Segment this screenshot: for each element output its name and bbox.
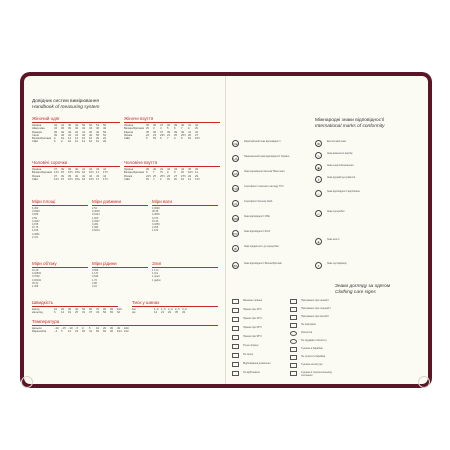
care-description: Сушіння в горизонтальному положенні: [301, 371, 332, 377]
care-description: Не прасувати: [301, 323, 317, 326]
do-not-dry-clean-icon: [290, 339, 297, 344]
wool-mark-icon: ∿: [315, 152, 322, 159]
care-description: Прасування при низькій t: [301, 299, 329, 302]
table-row: км/год 10 20 30 40 50 60 70 80 90 100: [32, 308, 122, 311]
list-item: 0,373: [152, 216, 159, 220]
care-description: Прасування при середній t: [301, 307, 331, 310]
list-item: 0,4536: [152, 213, 160, 217]
care-description: Машинне прання: [243, 299, 263, 302]
mark-description: Національний знак відповідності України: [244, 155, 290, 158]
recycle-icon: ♻: [232, 245, 239, 252]
care-description: Прання при 95°C: [243, 335, 262, 338]
washing-tub-icon: [232, 317, 239, 322]
table-row: миль/год 6 12 19 25 31 37 43 50 56 62: [32, 311, 121, 315]
gs-mark-icon: GS: [233, 172, 238, 176]
section-title-womens-clothing: Жіночий одяг: [32, 116, 60, 121]
mark-description: Сертифікат технічного нагляду TÜV: [244, 185, 284, 188]
mark-description: Знак відповідності Росії: [244, 230, 271, 233]
care-description: Ручне прання: [243, 344, 259, 347]
list-item: 35,31: [32, 281, 39, 285]
energy-mark-icon: ◉: [315, 164, 322, 171]
flat-dry-icon: [290, 371, 297, 376]
section-title-liquid: Міри рідини: [92, 261, 117, 266]
table-row: Велика Британія 2½ 3 4 5 6 7 8 8½: [124, 127, 199, 131]
list-item: 1,609: [92, 216, 99, 220]
list-item: 0,22: [92, 285, 97, 289]
weight-list: [152, 207, 160, 233]
vde-mark-icon: VDE: [233, 217, 240, 221]
table-row: Японія 24½ 25 25½ 26 27 27½ 28 29: [124, 174, 199, 178]
list-item: 2,471: [32, 235, 39, 239]
list-item: 1 gallon: [152, 278, 161, 282]
list-item: 28,35: [152, 210, 159, 214]
list-item: 1,308: [32, 285, 39, 289]
mark-description: Знак переробки: [327, 210, 345, 213]
section-title-tyre-pressure: Тиск у шинах: [132, 300, 160, 305]
iron-icon: [290, 315, 297, 320]
pct-mark-icon: PCT: [233, 232, 239, 236]
page-corner-left: [21, 376, 33, 388]
list-item: 0,836: [32, 213, 39, 217]
list-item: 2,205: [152, 226, 159, 230]
hand-wash-icon: [232, 344, 239, 349]
ul-mark-icon: UL: [233, 202, 238, 206]
environment-mark-icon: ⚘: [315, 176, 322, 183]
do-not-iron-icon: [290, 323, 297, 328]
mark-description: Сертифікат безпеки США: [244, 200, 273, 203]
ua-mark-icon: UA: [233, 157, 238, 161]
washing-tub-icon: [232, 308, 239, 313]
ce-mark-icon: CE: [233, 142, 238, 146]
list-item: 1 fl oz: [152, 269, 159, 272]
section-rule: [32, 306, 118, 307]
section-title-volume: Міри об'єму: [32, 261, 57, 266]
list-item: 16,39: [32, 269, 39, 272]
table-row: Україна 37 38 39 40 41 42 43 44: [32, 168, 107, 171]
list-item: 0,06102: [32, 278, 42, 282]
care-description: Не прати: [243, 353, 254, 356]
table-row: США 6 8 10 12 14 16 18 20: [32, 140, 107, 144]
mark-description: Знак вовняного виробу: [327, 152, 353, 155]
page-corner-right: [418, 376, 430, 388]
list-item: 0,4047: [32, 219, 40, 223]
iron-icon: [290, 299, 297, 304]
section-rule: [124, 166, 220, 167]
care-description: Відбілювання дозволено: [243, 362, 271, 365]
list-item: 3,281: [92, 223, 99, 227]
left-header-en: Handbook of measuring system: [32, 105, 100, 110]
section-rule: [32, 325, 218, 326]
mark-description: Знак відповідності Великобританії: [244, 262, 282, 265]
table-row: Україна 35 36 37 38 39 40 41 42: [124, 124, 199, 127]
table-row: Україна 42 44 46 48 50 52 54 56: [32, 124, 107, 127]
section-rule: [152, 267, 218, 268]
section-rule: [152, 205, 218, 206]
list-item: 1,76: [92, 278, 97, 282]
eco-mark-icon: ✿: [315, 140, 322, 147]
mark-description: Знак енергозбереження: [327, 164, 354, 167]
list-item: 1,196: [32, 229, 39, 233]
do-not-wash-icon: [232, 353, 239, 358]
section-title-mens-shoes: Чоловіче взуття: [124, 160, 158, 165]
table-row: psi 14 21 28 35 43: [132, 311, 186, 315]
section-title-area: Міри площі: [32, 199, 56, 204]
table-row: Велика Британія 6 7 7½ 8 9 9½ 10½ 11: [124, 171, 199, 175]
table-row: США 5 5½ 6 7 8 9 10 10½: [124, 137, 200, 141]
care-description: Хімчистка: [301, 331, 313, 334]
page-spine: [225, 76, 226, 384]
table-row: Японія 37 38 39 40 41 42 43 44: [32, 174, 107, 178]
table-row: Велика Британія 14½ 15 15½ 15¾ 16 16½ 17 17½: [32, 171, 108, 175]
mark-description: Знак відповідності виробника: [327, 190, 360, 193]
mens-shirts-table: [32, 168, 110, 181]
list-item: 0,0929: [32, 210, 40, 214]
certification-mark-icon: ✦: [315, 262, 322, 269]
liquid-list: [92, 269, 98, 288]
womens-shoes-table: [124, 124, 202, 140]
list-item: 0,155: [32, 223, 39, 227]
list-item: 10,76: [32, 226, 39, 230]
mark-description: Знак якості: [327, 238, 340, 241]
table-row: bar 1,0 1,5 2,0 2,5 3,0: [132, 308, 187, 311]
list-item: 0,0648: [152, 207, 160, 210]
list-item: 2,54: [92, 207, 97, 210]
care-description: Прання при 30°C: [243, 308, 262, 311]
quality-mark-icon: ◈: [315, 238, 322, 245]
area-list: [32, 207, 40, 239]
right-header-ua: Міжнародні знаки відповідності: [315, 118, 385, 123]
list-item: 1 quart: [152, 275, 160, 279]
table-row: Франція 36 38 40 42 44 46 48 50: [32, 130, 107, 134]
misc-list: [152, 269, 161, 282]
section-title-weight: Міри ваги: [152, 199, 173, 204]
list-item: 2,59: [32, 216, 37, 220]
temperature-table: [32, 327, 131, 334]
care-description: Сушіння в барабані: [301, 347, 323, 350]
care-title-ua: Знаки догляду за одягом: [335, 284, 391, 289]
list-item: 0,3861: [32, 232, 40, 236]
table-row: Цельсія -20 -15 -10 -5 0 5 10 20 30 40 100: [32, 327, 129, 330]
mark-description: Знак придатності до переробки: [244, 245, 279, 248]
tyre-pressure-table: [132, 308, 189, 315]
mark-description: Екологічний знак: [327, 140, 346, 143]
speed-table: [32, 308, 124, 315]
recycling-mark-icon: ♲: [315, 210, 322, 217]
bs-mark-icon: BS: [233, 264, 238, 268]
tumble-dry-icon: [290, 347, 297, 352]
table-row: США 6½ 7 8 8½ 9½ 10 11 11½: [124, 177, 200, 181]
right-header-en: International marks of conformity: [315, 124, 385, 129]
list-item: 0,3048: [92, 210, 100, 214]
list-item: 1,137: [92, 272, 99, 276]
care-description: Прасування при високій t: [301, 315, 329, 318]
section-rule: [32, 205, 88, 206]
list-item: 15,43: [152, 219, 159, 223]
length-list: [92, 207, 100, 233]
list-item: 0,3937: [92, 219, 100, 223]
table-row: Японія 22 23 23½ 24 25 25½ 26 27: [124, 133, 199, 137]
section-rule: [92, 267, 148, 268]
left-header-ua: Довідник систем вимірювання: [32, 99, 99, 104]
section-title-misc: Злиг: [152, 261, 162, 266]
section-title-speed: Швидкість: [32, 300, 54, 305]
tuv-mark-icon: TÜV: [233, 187, 239, 191]
do-not-bleach-icon: [232, 371, 239, 376]
care-description: Прання при 60°C: [243, 326, 262, 329]
list-item: 0,568: [92, 269, 99, 272]
list-item: 0,6214: [92, 229, 100, 233]
table-row: Італія 38 40 42 44 46 48 50 52: [32, 133, 107, 137]
iron-icon: [290, 307, 297, 312]
care-description: Не піддавати хімчистці: [301, 339, 327, 342]
care-description: Не відбілювати: [243, 371, 260, 374]
table-row: Україна 39 40 41 42 43 44 45 46: [124, 168, 199, 171]
section-title-length: Міри довжини: [92, 199, 122, 204]
section-rule: [32, 122, 120, 123]
list-item: 0,7646: [32, 275, 40, 279]
do-not-tumble-dry-icon: [290, 355, 297, 360]
section-title-temperature: Температура: [32, 319, 60, 324]
manufacturer-mark-icon: ⌂: [315, 190, 322, 197]
line-dry-icon: [290, 363, 297, 368]
table-row: Європа 35 36 37 38 39 40 41 42: [124, 130, 199, 134]
care-title-en: Clothing care signs: [335, 290, 376, 295]
section-rule: [92, 205, 148, 206]
list-item: 0,02832: [32, 272, 42, 276]
section-title-mens-shirts: Чоловічі сорочки: [32, 160, 68, 165]
section-rule: [132, 306, 218, 307]
washing-tub-icon: [232, 299, 239, 304]
list-item: 1 pint: [152, 272, 159, 276]
womens-clothing-table: [32, 124, 110, 144]
table-row: США 14½ 15 15½ 15¾ 16 16½ 17 17½: [32, 177, 108, 181]
bleach-triangle-icon: [232, 362, 239, 367]
washing-tub-icon: [232, 335, 239, 340]
mark-description: Європейський знак відповідності: [244, 140, 281, 143]
mens-shoes-table: [124, 168, 202, 181]
section-title-womens-shoes: Жіноче взуття: [124, 116, 154, 121]
list-item: 1,094: [92, 226, 99, 230]
list-item: 6,452: [32, 207, 39, 210]
table-row: Фаренгейта -4 5 14 23 32 41 50 68 86 104 212: [32, 330, 129, 334]
list-item: 0,88: [92, 281, 97, 285]
mark-description: Знак перевіреної безпеки Німеччини: [244, 170, 285, 173]
washing-tub-icon: [232, 326, 239, 331]
section-rule: [124, 122, 220, 123]
care-description: Прання при 40°C: [243, 317, 262, 320]
mark-description: Знак сертифікації: [327, 262, 347, 265]
volume-list: [32, 269, 41, 288]
table-row: Великобританія 8 10 12 14 16 18 20 22: [32, 137, 107, 141]
dry-clean-icon: [290, 331, 297, 336]
care-description: Не сушити в барабані: [301, 355, 326, 358]
list-item: 1,102: [152, 229, 159, 233]
section-rule: [32, 166, 120, 167]
list-item: 0,0353: [152, 223, 160, 227]
list-item: 4,546: [92, 275, 99, 279]
section-rule: [32, 267, 88, 268]
mark-description: Знак дружній до довкілля: [327, 176, 356, 179]
list-item: 0,9144: [92, 213, 100, 217]
care-description: Сушіння на мотузці: [301, 363, 323, 366]
table-row: Німеччина 34 36 38 40 42 44 46 48: [32, 127, 107, 131]
mark-description: Знак відповідності VDE: [244, 215, 270, 218]
